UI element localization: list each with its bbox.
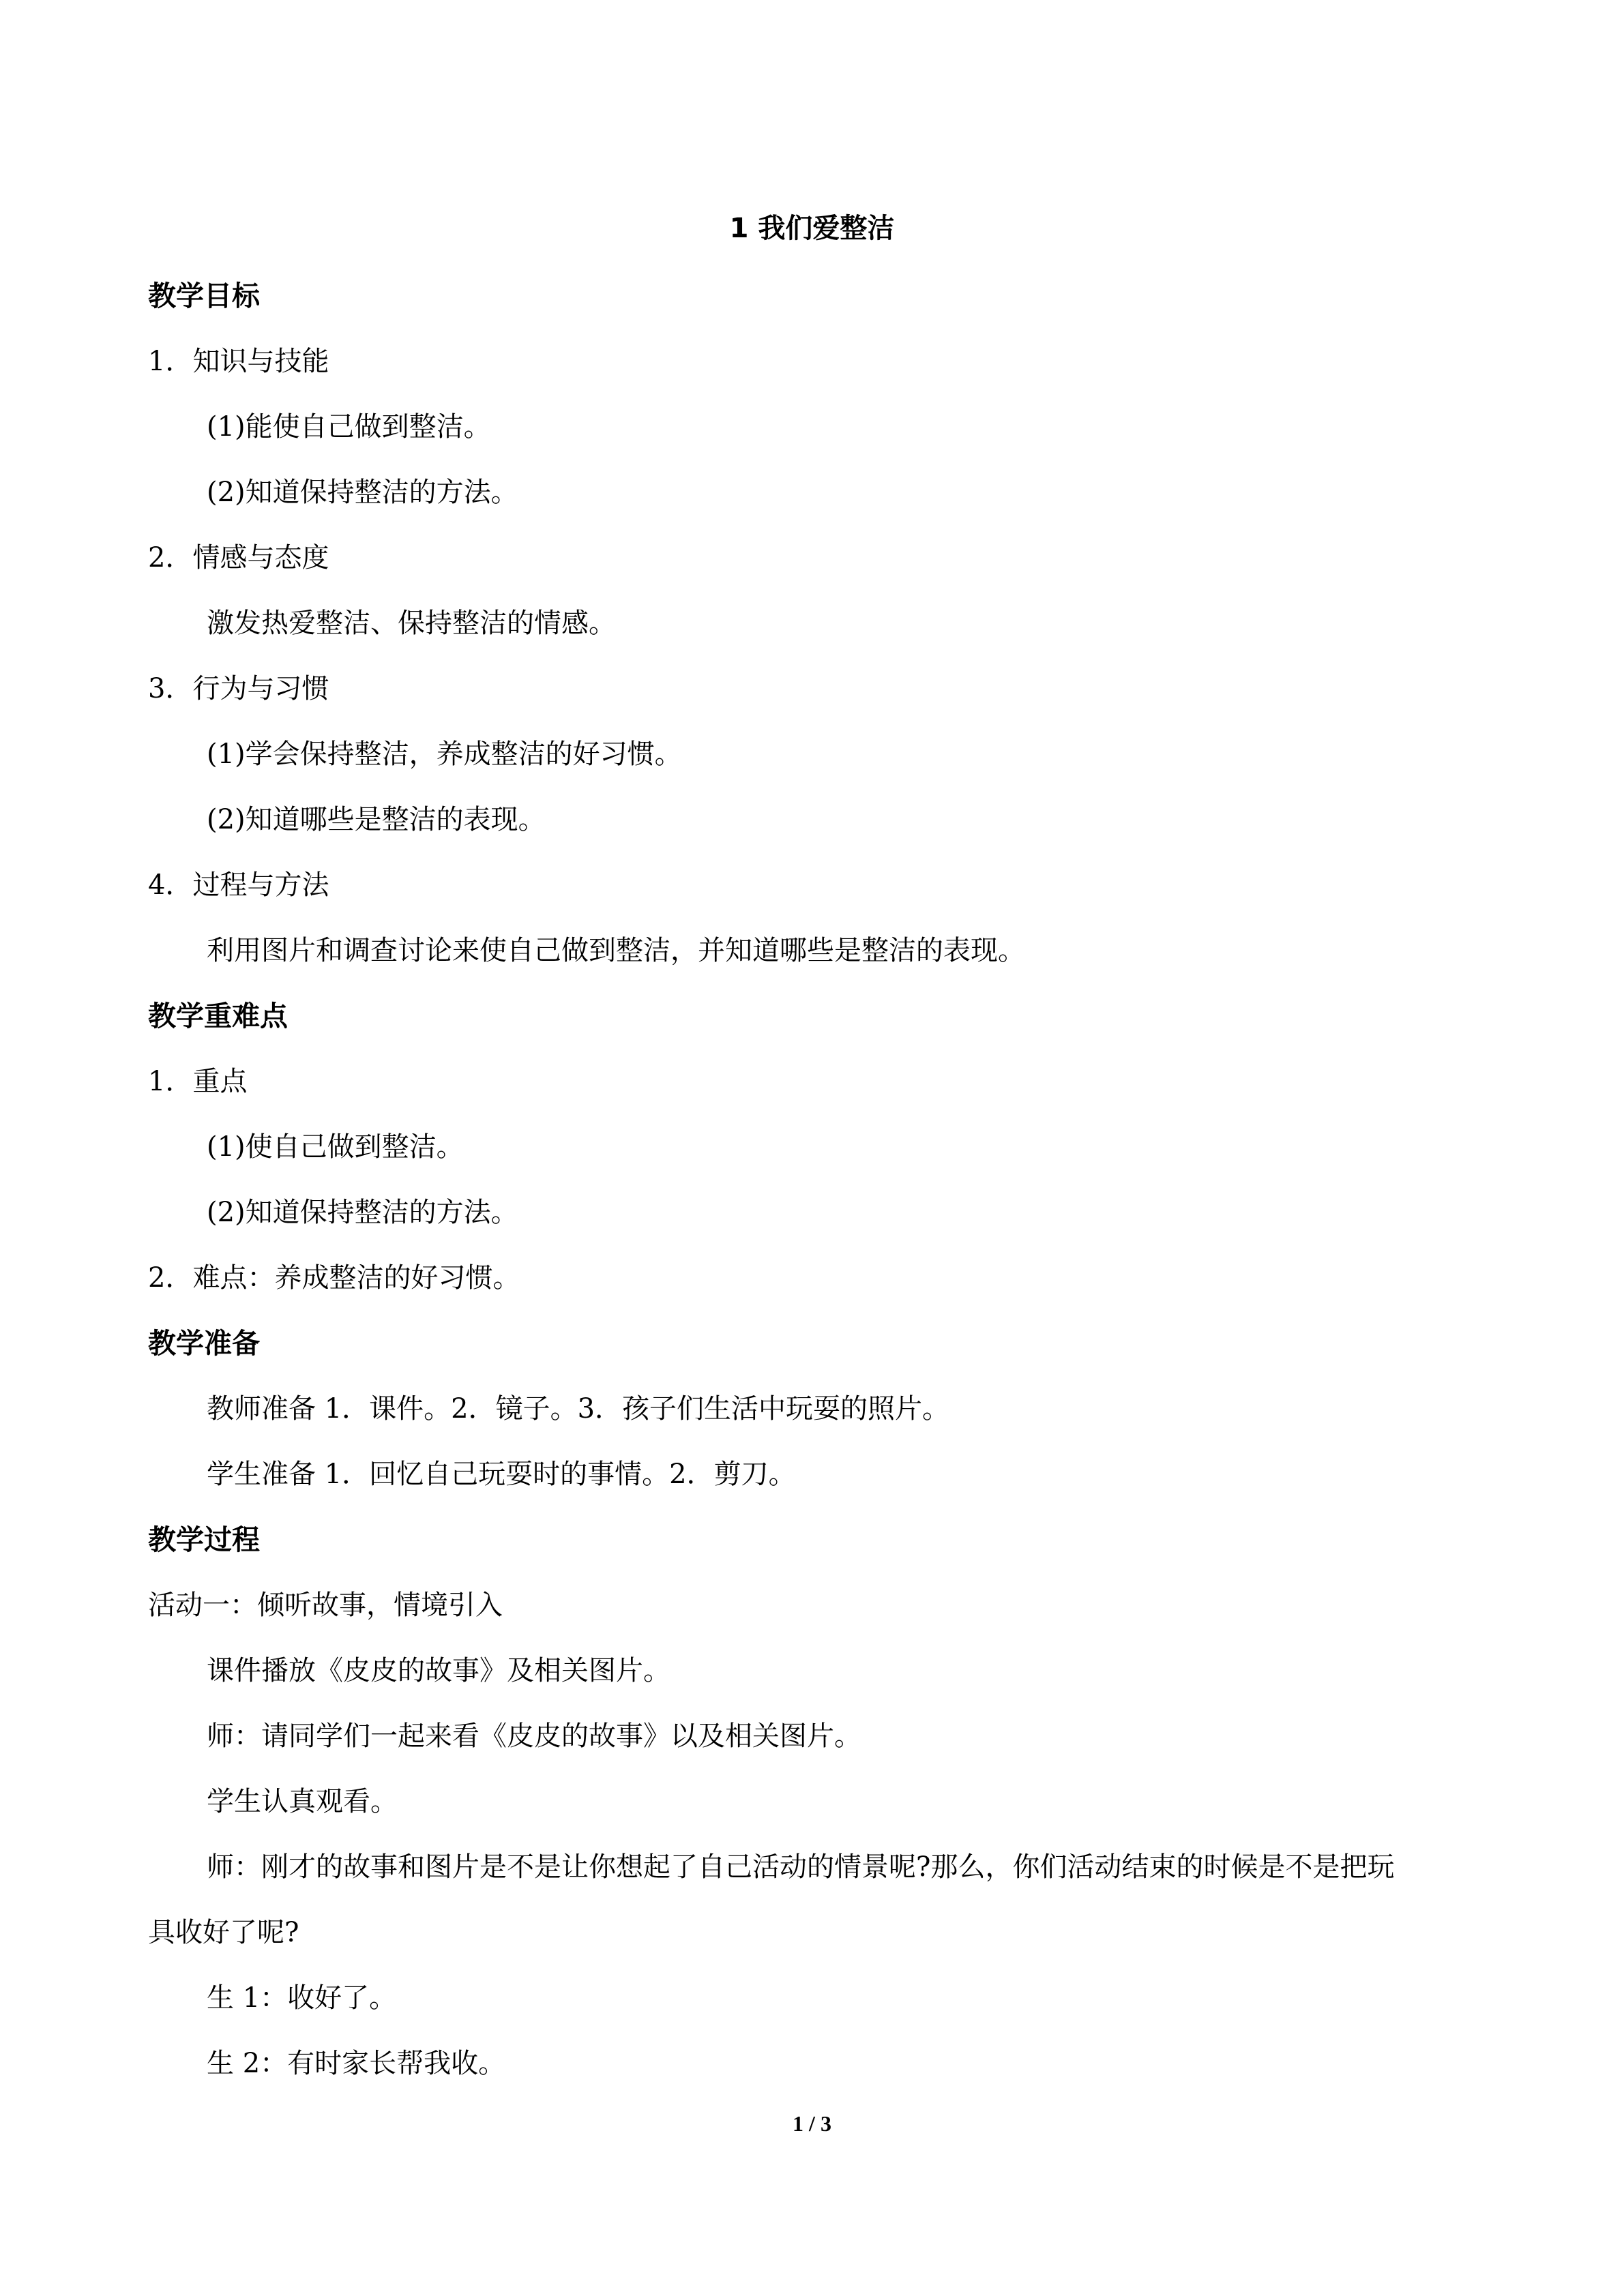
goals-item-2: 2．情感与态度 — [148, 542, 329, 573]
process-paragraph-3: 学生认真观看。 — [207, 1786, 398, 1817]
key-points-item-1: 1．重点 — [148, 1066, 248, 1097]
process-paragraph-6: 生 2：有时家长帮我收。 — [207, 2048, 506, 2079]
key-points-item-1-sub-1: (1)使自己做到整洁。 — [207, 1131, 464, 1163]
process-activity-1: 活动一：倾听故事，情境引入 — [148, 1590, 503, 1621]
process-paragraph-4-line-2: 具收好了呢? — [148, 1917, 299, 1948]
key-points-item-1-sub-2: (2)知道保持整洁的方法。 — [207, 1197, 518, 1228]
document-title: 1 我们爱整洁 — [729, 213, 895, 244]
key-points-item-2: 2．难点：养成整洁的好习惯。 — [148, 1262, 520, 1294]
goals-item-3-sub-1: (1)学会保持整洁，养成整洁的好习惯。 — [207, 739, 682, 770]
process-paragraph-2: 师：请同学们一起来看《皮皮的故事》以及相关图片。 — [207, 1720, 861, 1752]
goals-item-3: 3．行为与习惯 — [148, 673, 329, 704]
section-heading-key-points: 教学重难点 — [148, 1000, 288, 1032]
process-paragraph-1: 课件播放《皮皮的故事》及相关图片。 — [207, 1655, 670, 1686]
process-paragraph-4-line-1: 师：刚才的故事和图片是不是让你想起了自己活动的情景呢?那么，你们活动结束的时候是不是把玩 — [207, 1851, 1395, 1883]
process-paragraph-5: 生 1：收好了。 — [207, 1982, 397, 2014]
preparation-teacher: 教师准备 1．课件。2．镜子。3．孩子们生活中玩耍的照片。 — [207, 1393, 950, 1425]
goals-item-4: 4．过程与方法 — [148, 869, 329, 901]
section-heading-process: 教学过程 — [148, 1523, 260, 1556]
section-heading-goals: 教学目标 — [148, 280, 260, 312]
page-number: 1 / 3 — [793, 2111, 831, 2136]
goals-item-3-sub-2: (2)知道哪些是整洁的表现。 — [207, 804, 546, 835]
goals-item-1-sub-2: (2)知道保持整洁的方法。 — [207, 477, 518, 508]
section-heading-preparation: 教学准备 — [148, 1327, 260, 1360]
preparation-student: 学生准备 1．回忆自己玩耍时的事情。2．剪刀。 — [207, 1459, 796, 1490]
goals-item-2-text: 激发热爱整洁、保持整洁的情感。 — [207, 608, 616, 639]
goals-item-1-sub-1: (1)能使自己做到整洁。 — [207, 411, 491, 443]
goals-item-4-text: 利用图片和调查讨论来使自己做到整洁，并知道哪些是整洁的表现。 — [207, 935, 1025, 966]
goals-item-1: 1．知识与技能 — [148, 346, 329, 377]
